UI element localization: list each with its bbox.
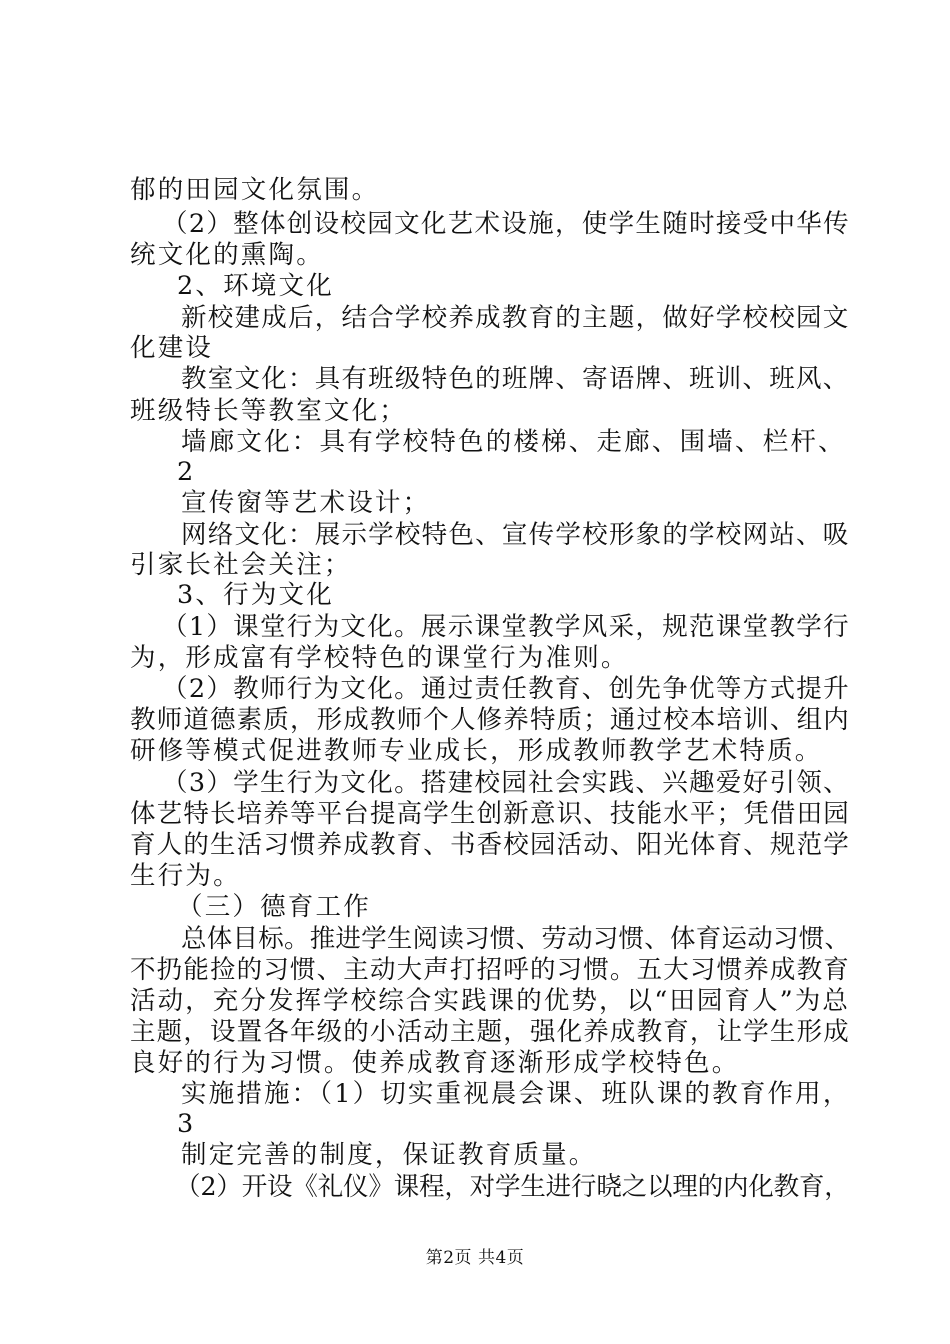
section-heading: 3、行为文化 <box>177 580 334 610</box>
body-line: （2）教师行为文化。通过责任教育、创先争优等方式提升 <box>162 674 850 704</box>
body-line: 墙廊文化：具有学校特色的楼梯、走廊、围墙、栏杆、 <box>181 427 846 457</box>
section-heading: 2、环境文化 <box>177 271 334 301</box>
body-line: 化建设 <box>130 333 214 363</box>
body-line: 引家长社会关注； <box>130 550 352 580</box>
body-line: 制定完善的制度，保证教育质量。 <box>181 1140 597 1170</box>
body-line: 总体目标。推进学生阅读习惯、劳动习惯、体育运动习惯、 <box>181 924 851 954</box>
body-line: 郁的田园文化氛围。 <box>130 175 380 205</box>
page-marker: 2 <box>177 457 196 487</box>
body-line: 统文化的熏陶。 <box>130 240 324 270</box>
body-line: 班级特长等教室文化； <box>130 396 408 426</box>
body-line: 主题，设置各年级的小活动主题，强化养成教育，让学生形成 <box>130 1017 850 1047</box>
body-line: 宣传窗等艺术设计； <box>181 488 431 518</box>
body-line: 生行为。 <box>130 861 241 891</box>
body-line: （1）课堂行为文化。展示课堂教学风采，规范课堂教学行 <box>162 612 850 642</box>
body-line: （3）学生行为文化。搭建校园社会实践、兴趣爱好引领、 <box>162 768 850 798</box>
section-heading: （三）德育工作 <box>177 892 371 922</box>
body-line: （2）整体创设校园文化艺术设施，使学生随时接受中华传 <box>162 209 850 239</box>
body-line: 研修等模式促进教师专业成长，形成教师教学艺术特质。 <box>130 736 823 766</box>
body-line: 体艺特长培养等平台提高学生创新意识、技能水平；凭借田园 <box>130 799 850 829</box>
body-line: 为，形成富有学校特色的课堂行为准则。 <box>130 643 629 673</box>
body-line: （2）开设《礼仪》课程，对学生进行晓之以理的内化教育， <box>175 1172 850 1202</box>
body-line: 网络文化：展示学校特色、宣传学校形象的学校网站、吸 <box>181 520 850 550</box>
body-line: 教师道德素质，形成教师个人修养特质；通过校本培训、组内 <box>130 705 850 735</box>
body-line: 育人的生活习惯养成教育、书香校园活动、阳光体育、规范学 <box>130 830 850 860</box>
body-line: 活动，充分发挥学校综合实践课的优势，以“田园育人”为总 <box>130 986 850 1016</box>
body-line: 教室文化：具有班级特色的班牌、寄语牌、班训、班风、 <box>181 364 850 394</box>
page-marker: 3 <box>177 1109 196 1139</box>
body-line: 良好的行为习惯。使养成教育逐渐形成学校特色。 <box>130 1048 740 1078</box>
body-line: 实施措施：（1）切实重视晨会课、班队课的教育作用， <box>181 1079 851 1109</box>
body-line: 新校建成后，结合学校养成教育的主题，做好学校校园文 <box>181 303 850 333</box>
page-footer: 第2页 共4页 <box>425 1248 525 1268</box>
body-line: 不扔能捡的习惯、主动大声打招呼的习惯。五大习惯养成教育 <box>130 955 850 985</box>
